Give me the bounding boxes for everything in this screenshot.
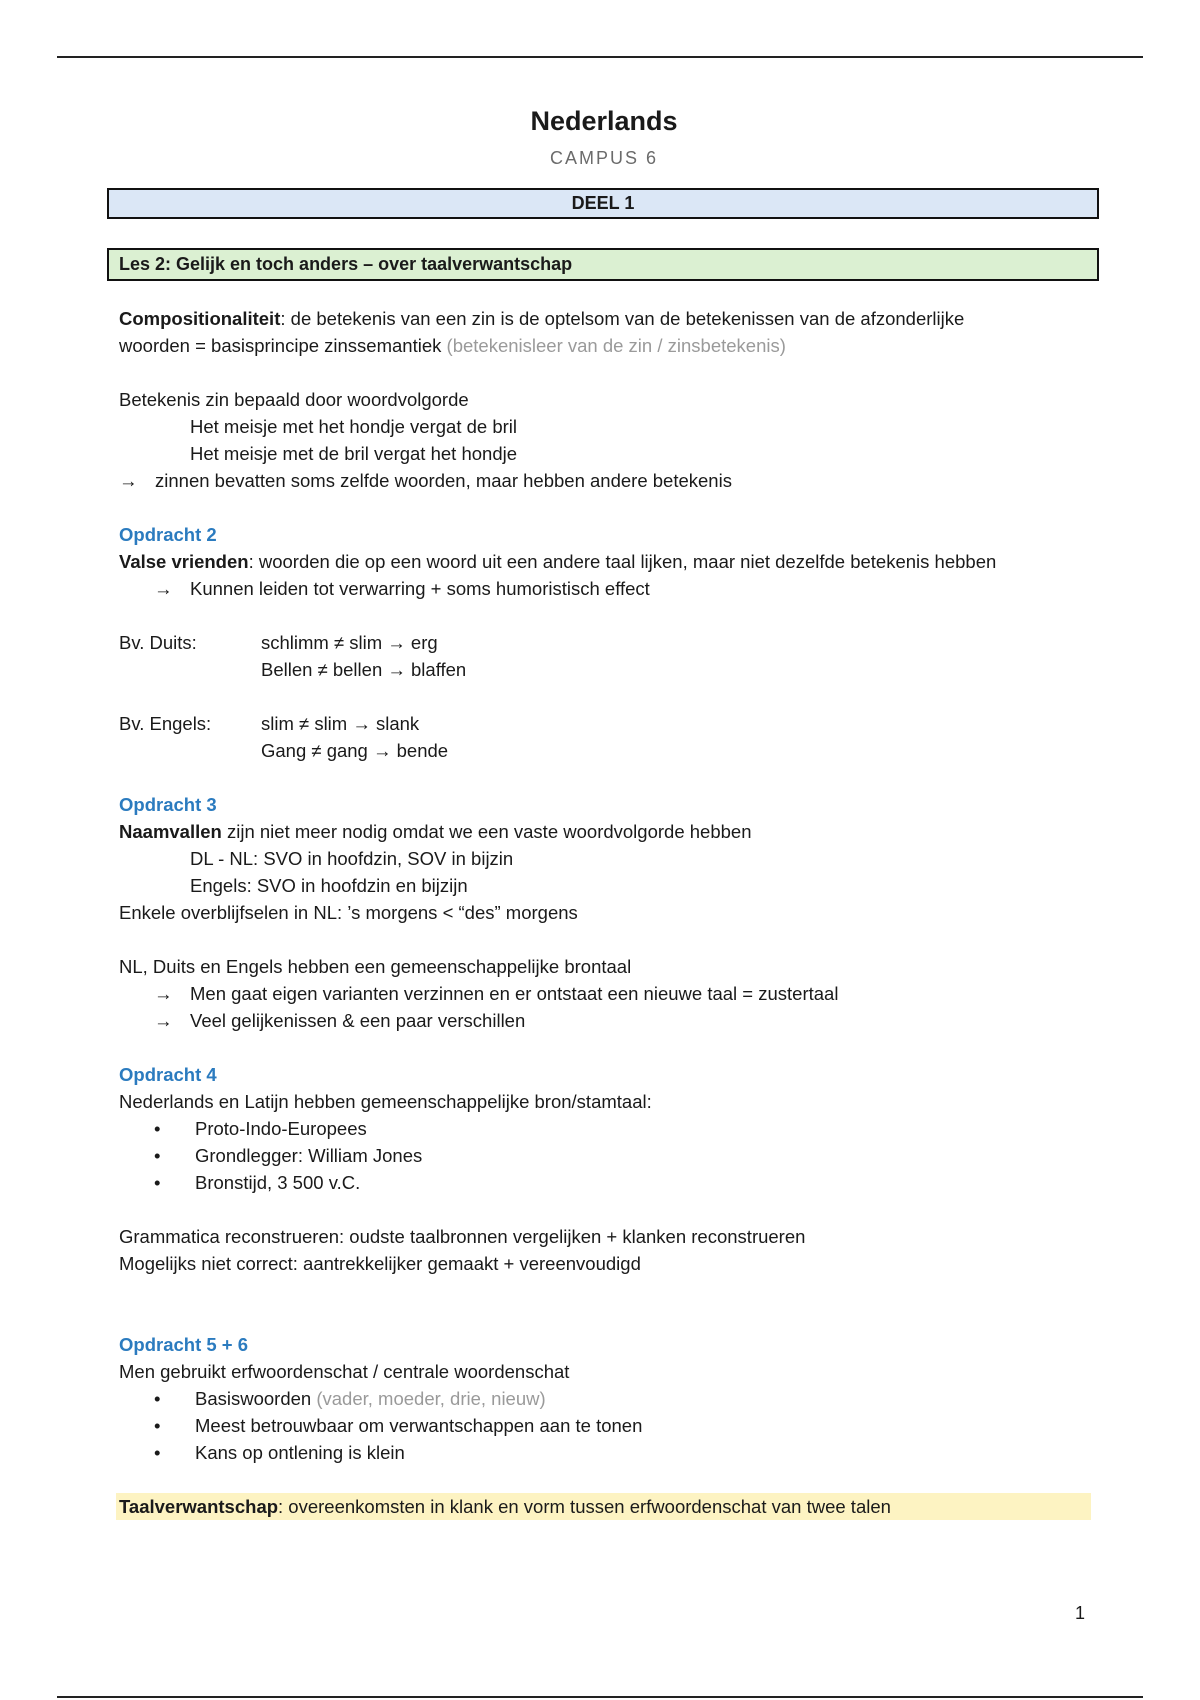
- valse-vrienden-note: → Kunnen leiden tot verwarring + soms humoristisch effect: [119, 575, 1099, 602]
- taalverwantschap-definition: Taalverwantschap: overeenkomsten in klank en vorm tussen erfwoordenschat van twee talen: [116, 1493, 1091, 1520]
- opdracht-5-6-heading: Opdracht 5 + 6: [119, 1334, 249, 1355]
- betekenis-conclusion: → zinnen bevatten soms zelfde woorden, maar hebben andere betekenis: [119, 467, 1099, 494]
- bullet-icon: •: [154, 1145, 161, 1166]
- page-title: Nederlands: [530, 106, 678, 136]
- bullet-icon: •: [154, 1388, 161, 1409]
- naamvallen-example-1: DL - NL: SVO in hoofdzin, SOV in bijzin: [190, 848, 514, 869]
- arrow-right-icon: →: [154, 1010, 173, 1031]
- list-item: • Kans op ontlening is klein: [119, 1439, 1099, 1466]
- list-item: • Grondlegger: William Jones: [119, 1142, 1099, 1169]
- brontaal-point-1: → Men gaat eigen varianten verzinnen en er ontstaat een nieuwe taal = zustertaal: [119, 980, 1099, 1007]
- page-number: 1: [1075, 1603, 1086, 1623]
- term-compositionaliteit: Compositionaliteit: [119, 308, 281, 329]
- list-item: • Basiswoorden (vader, moeder, drie, nieuw): [119, 1385, 1099, 1412]
- bullet-icon: •: [154, 1172, 161, 1193]
- naamvallen-definition: Naamvallen zijn niet meer nodig omdat we een vaste woordvolgorde hebben: [119, 821, 752, 842]
- valse-vrienden-definition: Valse vrienden: woorden die op een woord uit een andere taal lijken, maar niet dezelfde betekenis hebben: [119, 551, 997, 572]
- duits-example-2: Bellen ≠ bellen → blaffen: [261, 659, 467, 680]
- betekenis-example-2: Het meisje met de bril vergat het hondje: [190, 443, 518, 464]
- naamvallen-example-2: Engels: SVO in hoofdzin en bijzijn: [190, 875, 468, 896]
- bottom-rule: [57, 1696, 1143, 1698]
- arrow-right-icon: →: [154, 983, 173, 1004]
- opdracht-4-heading: Opdracht 4: [119, 1064, 217, 1085]
- engels-label: Bv. Engels:: [119, 713, 212, 734]
- brontaal-line: NL, Duits en Engels hebben een gemeenschappelijke brontaal: [119, 956, 632, 977]
- compositionaliteit-line-1: Compositionaliteit: de betekenis van een zin is de optelsom van de betekenissen van de afzonderlijke: [119, 308, 965, 329]
- term-naamvallen: Naamvallen: [119, 821, 222, 842]
- duits-label: Bv. Duits:: [119, 632, 197, 653]
- erfwoordenschat-intro: Men gebruikt erfwoordenschat / centrale woordenschat: [119, 1361, 570, 1382]
- mogelijks-line: Mogelijks niet correct: aantrekkelijker gemaakt + vereenvoudigd: [119, 1253, 641, 1274]
- betekenis-intro: Betekenis zin bepaald door woordvolgorde: [119, 389, 469, 410]
- bullet-icon: •: [154, 1118, 161, 1139]
- brontaal-point-2: → Veel gelijkenissen & een paar verschillen: [119, 1007, 1099, 1034]
- compositionaliteit-line-2: woorden = basisprincipe zinssemantiek (betekenisleer van de zin / zinsbetekenis): [119, 335, 786, 356]
- section-deel-box: DEEL 1: [107, 188, 1099, 219]
- arrow-right-icon: →: [154, 578, 173, 599]
- engels-example-1: Bv. Engels: slim ≠ slim → slank: [119, 710, 1099, 737]
- betekenis-example-1: Het meisje met het hondje vergat de bril: [190, 416, 518, 437]
- term-valse-vrienden: Valse vrienden: [119, 551, 249, 572]
- bullet-icon: •: [154, 1442, 161, 1463]
- overblijfselen-line: Enkele overblijfselen in NL: ’s morgens < “des” morgens: [119, 902, 578, 923]
- list-item: • Meest betrouwbaar om verwantschappen aan te tonen: [119, 1412, 1099, 1439]
- stamtaal-intro: Nederlands en Latijn hebben gemeenschappelijke bron/stamtaal:: [119, 1091, 652, 1112]
- reconstrueren-line: Grammatica reconstrueren: oudste taalbronnen vergelijken + klanken reconstrueren: [119, 1226, 806, 1247]
- duits-example-1: Bv. Duits: schlimm ≠ slim → erg: [119, 629, 1099, 656]
- list-item: • Bronstijd, 3 500 v.C.: [119, 1169, 1099, 1196]
- top-rule: [57, 56, 1143, 58]
- opdracht-2-heading: Opdracht 2: [119, 524, 217, 545]
- arrow-right-icon: →: [119, 470, 138, 491]
- bullet-icon: •: [154, 1415, 161, 1436]
- term-taalverwantschap: Taalverwantschap: [119, 1496, 279, 1517]
- document-body: [119, 305, 1099, 1520]
- list-item: • Proto-Indo-Europees: [119, 1115, 1099, 1142]
- page-subtitle: CAMPUS 6: [549, 148, 659, 168]
- engels-example-2: Gang ≠ gang → bende: [261, 740, 449, 761]
- lesson-title-box: Les 2: Gelijk en toch anders – over taalverwantschap: [107, 248, 1099, 281]
- opdracht-3-heading: Opdracht 3: [119, 794, 217, 815]
